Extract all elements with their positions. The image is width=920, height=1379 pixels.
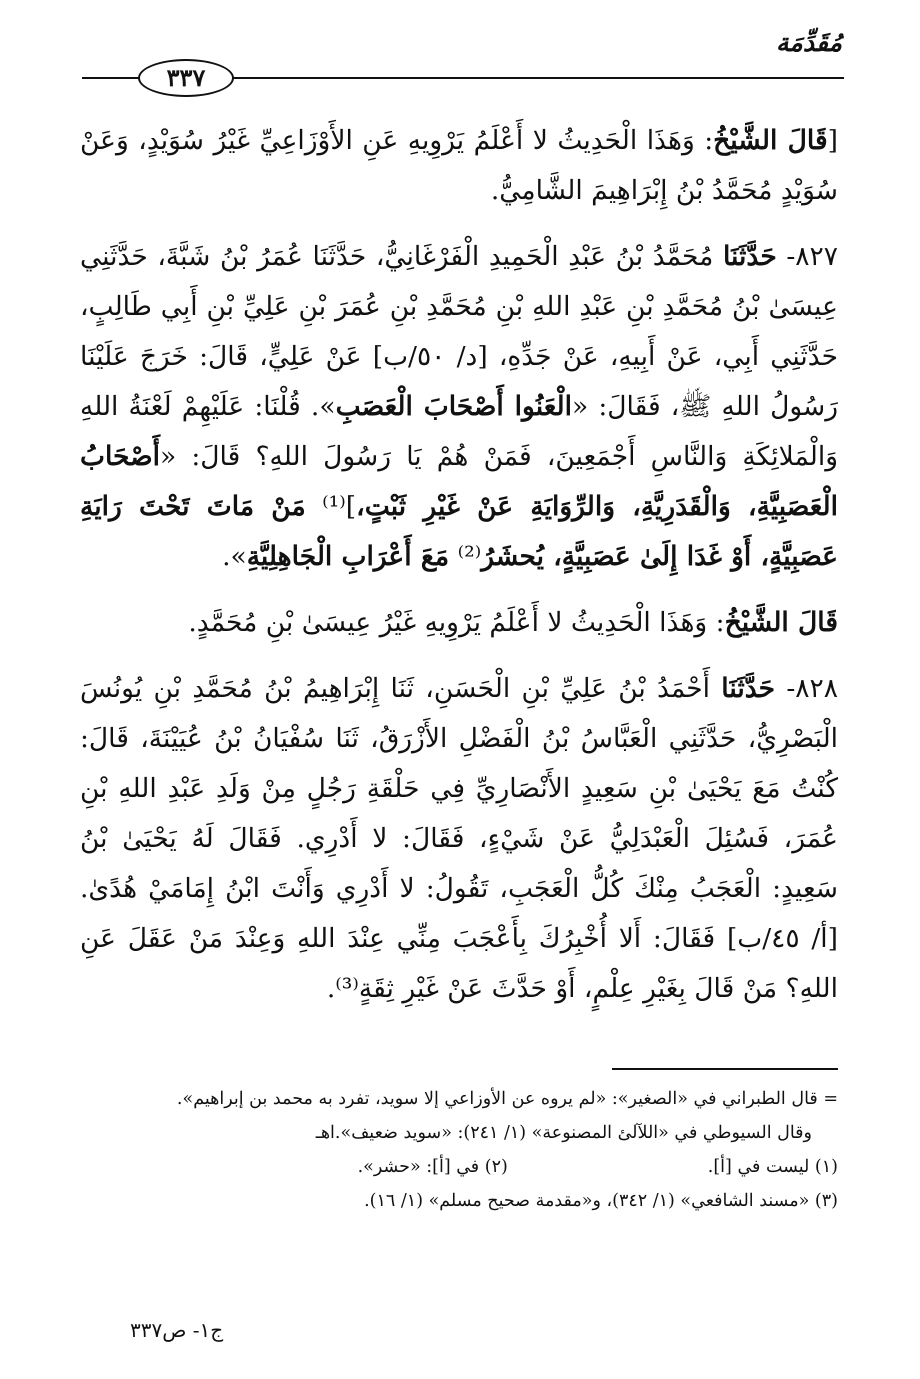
bold-text-segment: الْعَنُوا أَصْحَابَ الْعَصَبِ	[335, 391, 572, 422]
text-segment: ]⁽¹⁾	[305, 491, 357, 522]
text-segment: ٨٢٧-	[776, 241, 838, 272]
text-segment: مُحَمَّدُ بْنُ عَبْدِ الْحَمِيدِ الْفَرْغَانِيُّ، حَدَّثَنَا عُمَرُ بْنُ شَبَّةَ، حَدَّثَنِي عِيسَىٰ بْنُ مُحَمَّدِ بْنِ عَبْدِ اللهِ بْنِ مُحَمَّدِ بْنِ عُمَرَ بْنِ عَلِيِّ بْنِ أَبِي طَالِبٍ، حَدَّثَنِي أَبِي، عَنْ أَبِيهِ، عَنْ جَدِّهِ، [د/ ٥٠/ب] عَنْ عَلِيٍّ، قَالَ: خَرَجَ عَلَيْنَا رَسُولُ اللهِ ﷺ، فَقَالَ: «	[80, 241, 839, 422]
footnote-3: (٣) «مسند الشافعي» (١/ ٣٤٢)، و«مقدمة صحيح مسلم» (١/ ١٦).	[364, 1191, 838, 1211]
paragraph	[80, 664, 838, 1014]
bold-text-segment: حَدَّثَنَا	[721, 673, 776, 704]
text-segment: ⁽²⁾	[449, 541, 482, 572]
running-title: مُقَدِّمَة	[776, 28, 842, 57]
bold-text-segment: مَعَ أَعْرَابِ الْجَاهِلِيَّةِ	[246, 541, 450, 572]
text-segment: ». قُلْنَا: عَلَيْهِمْ لَعْنَةُ اللهِ وَالْمَلائِكَةِ وَالنَّاسِ أَجْمَعِينَ، فَمَنْ هُمْ يَا رَسُولَ اللهِ؟ قَالَ: «	[80, 391, 838, 472]
volume-page-reference: ج١- ص٣٣٧	[130, 1318, 224, 1342]
text-segment: ٨٢٨-	[775, 673, 838, 704]
text-segment: : وَهَذَا الْحَدِيثُ لا أَعْلَمُ يَرْوِيهِ غَيْرُ عِيسَىٰ بْنِ مُحَمَّدٍ.	[188, 607, 725, 638]
bold-text-segment: قَالَ الشَّيْخُ	[713, 125, 828, 156]
footnote-rule	[612, 1068, 838, 1070]
paragraph	[80, 116, 838, 216]
text-segment: ».	[222, 541, 247, 572]
bold-text-segment: حَدَّثَنَا	[722, 241, 777, 272]
footnote-continuation-2: وقال السيوطي في «اللآلئ المصنوعة» (١/ ٢٤١): «سويد ضعيف».اهـ	[315, 1123, 812, 1143]
footnote-1: (١) ليست في [أ].	[707, 1157, 838, 1177]
footnotes	[80, 1082, 838, 1218]
bold-text-segment: مَنْ مَاتَ تَحْتَ رَايَةِ عَصَبِيَّةٍ، أَوْ غَدَا إِلَىٰ عَصَبِيَّةٍ، يُحشَرُ	[80, 491, 838, 572]
bold-text-segment: أَصْحَابُ الْعَصَبِيَّةِ، وَالْقَدَرِيَّةِ، وَالرِّوَايَةِ عَنْ غَيْرِ ثَبْتٍ،	[80, 441, 838, 522]
footnote-continuation-1: = قال الطبراني في «الصغير»: «لم يروه عن الأوزاعي إلا سويد، تفرد به محمد بن إبراهيم».	[176, 1089, 838, 1109]
paragraph	[80, 232, 838, 582]
paragraph	[80, 598, 838, 648]
text-segment: أَحْمَدُ بْنُ عَلِيِّ بْنِ الْحَسَنِ، ثَنَا إِبْرَاهِيمُ بْنُ مُحَمَّدِ بْنِ يُونُسَ الْبَصْرِيُّ، حَدَّثَنِي الْعَبَّاسُ بْنُ الْفَضْلِ الأَزْرَقُ، ثَنَا سُفْيَانُ بْنُ عُيَيْنَةَ، قَالَ: كُنْتُ مَعَ يَحْيَىٰ بْنِ سَعِيدٍ الأَنْصَارِيِّ فِي حَلْقَةِ رَجُلٍ مِنْ وَلَدِ عَبْدِ اللهِ بْنِ عُمَرَ، فَسُئِلَ الْعَبْدَلِيُّ عَنْ شَيْءٍ، فَقَالَ: لا أَدْرِي. فَقَالَ لَهُ يَحْيَىٰ بْنُ سَعِيدٍ: الْعَجَبُ مِنْكَ كُلُّ الْعَجَبِ، تَقُولُ: لا أَدْرِي وَأَنْتَ ابْنُ إِمَامَيْ هُدًىٰ. [أ/ ٤٥/ب] فَقَالَ: أَلا أُخْبِرُكَ بِأَعْجَبَ مِنِّي عِنْدَ اللهِ وَعِنْدَ مَنْ عَقَلَ عَنِ اللهِ؟ مَنْ قَالَ بِغَيْرِ عِلْمٍ، أَوْ حَدَّثَ عَنْ غَيْرِ ثِقَةٍ⁽³⁾.	[80, 673, 838, 1004]
main-text	[80, 116, 838, 1014]
text-segment: : وَهَذَا الْحَدِيثُ لا أَعْلَمُ يَرْوِيهِ عَنِ الأَوْزَاعِيِّ غَيْرُ سُوَيْدٍ، وَعَنْ سُوَيْدٍ مُحَمَّدُ بْنُ إِبْرَاهِيمَ الشَّامِيُّ.	[80, 125, 838, 206]
page-number: ٣٣٧	[138, 59, 234, 97]
footnote-2: (٢) في [أ]: «حشر».	[357, 1157, 508, 1177]
text-segment: [	[827, 125, 838, 156]
footnote-pair	[80, 1150, 838, 1184]
bold-text-segment: قَالَ الشَّيْخُ	[724, 607, 838, 638]
